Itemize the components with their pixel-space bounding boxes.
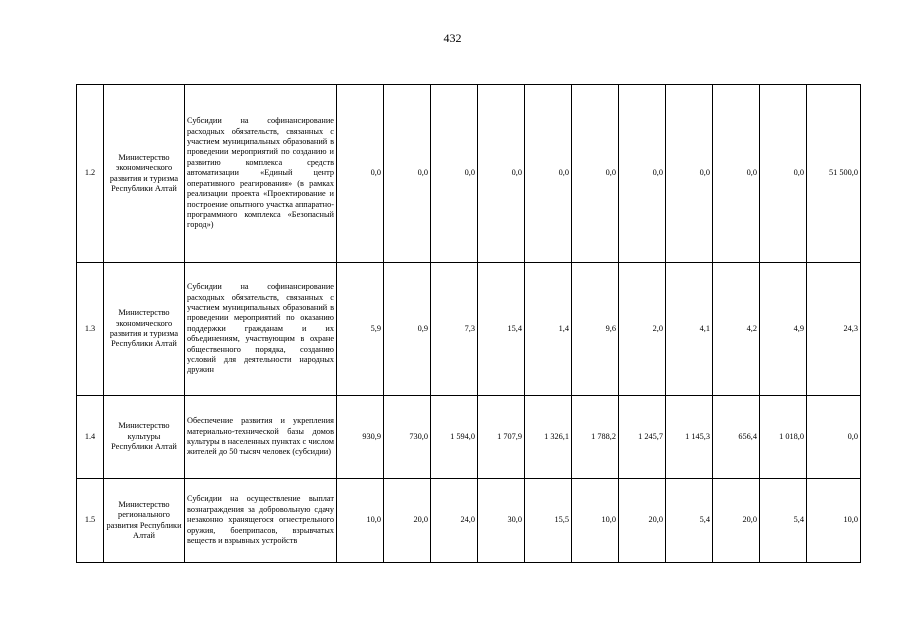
value-cell: 10,0 [337, 479, 384, 563]
value-cell: 0,0 [572, 85, 619, 263]
value-cell: 5,4 [760, 479, 807, 563]
value-cell: 1 594,0 [431, 396, 478, 479]
value-cell: 5,4 [666, 479, 713, 563]
table-row [77, 479, 861, 563]
value-cell: 20,0 [384, 479, 431, 563]
row-number: 1.5 [77, 479, 104, 563]
value-cell: 0,0 [760, 85, 807, 263]
organization-name: Министерство регионального развития Республики Алтай [104, 479, 185, 563]
value-cell: 0,0 [807, 396, 861, 479]
measure-description: Субсидии на софинансирование расходных обязательств, связанных с участием муниципальных образований в проведении мероприятий по оказанию поддержки гражданам и их объединениям, участвующим в охране общественного порядка, созданию условий для деятельности народных дружин [185, 263, 337, 396]
value-cell: 1 326,1 [525, 396, 572, 479]
value-cell: 4,2 [713, 263, 760, 396]
value-cell: 24,0 [431, 479, 478, 563]
value-cell: 10,0 [807, 479, 861, 563]
value-cell: 0,0 [384, 85, 431, 263]
row-number: 1.3 [77, 263, 104, 396]
value-cell: 0,9 [384, 263, 431, 396]
value-cell: 20,0 [713, 479, 760, 563]
value-cell: 0,0 [431, 85, 478, 263]
value-cell: 0,0 [619, 85, 666, 263]
measure-description: Субсидии на софинансирование расходных обязательств, связанных с участием муниципальных образований в проведении мероприятий по созданию и развитию комплекса средств автоматизации «Единый центр оперативного реагирования» (в рамках реализации проекта «Проектирование и построение опытного участка аппаратно-программного комплекса «Безопасный город») [185, 85, 337, 263]
value-cell: 51 500,0 [807, 85, 861, 263]
value-cell: 1 145,3 [666, 396, 713, 479]
value-cell: 656,4 [713, 396, 760, 479]
value-cell: 730,0 [384, 396, 431, 479]
value-cell: 930,9 [337, 396, 384, 479]
value-cell: 1 788,2 [572, 396, 619, 479]
measure-description: Субсидии на осуществление выплат вознаграждения за добровольную сдачу незаконно хранящегося огнестрельного оружия, боеприпасов, взрывчатых веществ и взрывных устройств [185, 479, 337, 563]
value-cell: 15,4 [478, 263, 525, 396]
value-cell: 2,0 [619, 263, 666, 396]
value-cell: 0,0 [525, 85, 572, 263]
row-number: 1.4 [77, 396, 104, 479]
organization-name: Министерство культуры Республики Алтай [104, 396, 185, 479]
value-cell: 30,0 [478, 479, 525, 563]
value-cell: 0,0 [666, 85, 713, 263]
row-number: 1.2 [77, 85, 104, 263]
value-cell: 1 018,0 [760, 396, 807, 479]
table-row [77, 396, 861, 479]
table-row [77, 85, 861, 263]
value-cell: 0,0 [713, 85, 760, 263]
page-number: 432 [443, 31, 462, 45]
value-cell: 5,9 [337, 263, 384, 396]
table-row [77, 263, 861, 396]
budget-table [76, 84, 861, 563]
measure-description: Обеспечение развития и укрепления материально-технической базы домов культуры в населенных пунктах с числом жителей до 50 тысяч человек (субсидии) [185, 396, 337, 479]
value-cell: 1 707,9 [478, 396, 525, 479]
organization-name: Министерство экономического развития и туризма Республики Алтай [104, 263, 185, 396]
value-cell: 9,6 [572, 263, 619, 396]
value-cell: 1 245,7 [619, 396, 666, 479]
value-cell: 20,0 [619, 479, 666, 563]
value-cell: 0,0 [478, 85, 525, 263]
value-cell: 10,0 [572, 479, 619, 563]
value-cell: 4,9 [760, 263, 807, 396]
organization-name: Министерство экономического развития и туризма Республики Алтай [104, 85, 185, 263]
value-cell: 0,0 [337, 85, 384, 263]
value-cell: 15,5 [525, 479, 572, 563]
value-cell: 1,4 [525, 263, 572, 396]
value-cell: 24,3 [807, 263, 861, 396]
value-cell: 7,3 [431, 263, 478, 396]
value-cell: 4,1 [666, 263, 713, 396]
